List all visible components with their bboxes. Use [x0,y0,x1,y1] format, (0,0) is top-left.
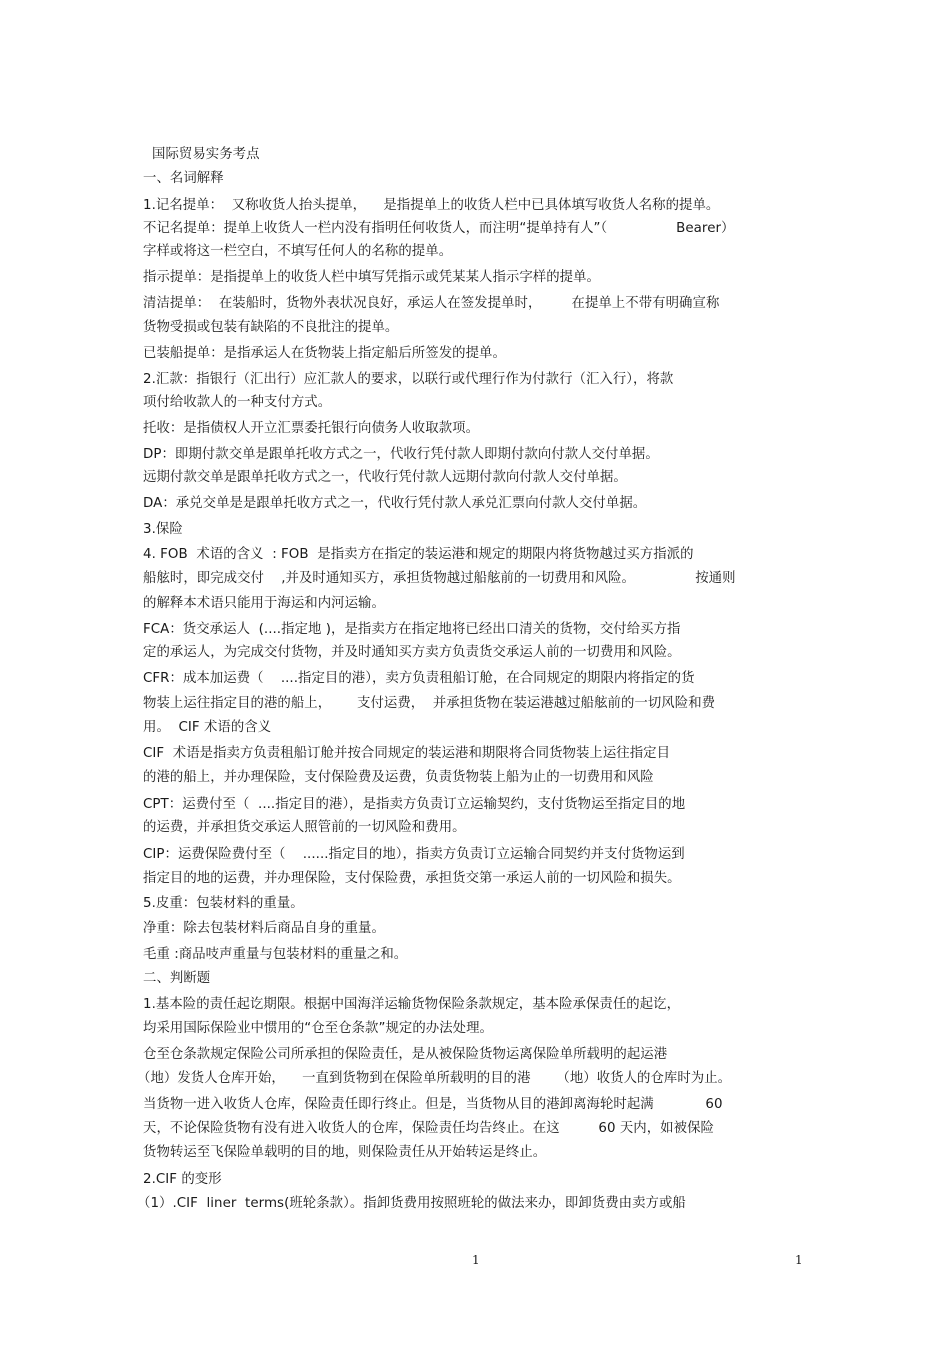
page-number: 1 [472,1253,480,1267]
text-line: 均采用国际保险业中惯用的“仓至仓条款”规定的办法处理。 [143,1021,493,1036]
text-line: 指定目的地的运费，并办理保险，支付保险费，承担货交第一承运人前的一切风险和损失。 [143,871,681,886]
text-line: 毛重 :商品吱声重量与包装材料的重量之和。 [143,947,408,962]
text-line: 净重：除去包装材料后商品自身的重量。 [143,921,385,936]
text-line: 1.基本险的责任起讫期限。根据中国海洋运输货物保险条款规定，基本险承保责任的起讫， [143,997,681,1012]
text-line: 项付给收款人的一种支付方式。 [143,395,332,410]
page-number: 1 [795,1253,803,1267]
text-line: 当货物一进入收货人仓库，保险责任即行终止。但是，当货物从目的港卸离海轮时起满 60 [143,1097,723,1112]
document-title: 国际贸易实务考点 [152,147,260,162]
text-line: 用。 CIF 术语的含义 [143,720,272,735]
text-line: 的港的船上，并办理保险，支付保险费及运费，负责货物装上船为止的一切费用和风险 [143,770,654,785]
text-line: 4. FOB 术语的含义 : FOB 是指卖方在指定的装运港和规定的期限内将货物越过买方指派的 [143,547,694,562]
text-line: 不记名提单：提单上收货人一栏内没有指明任何收货人，而注明“提单持有人”（ Bearer） [143,221,735,236]
text-line: （1）.CIF liner terms(班轮条款）。指卸货费用按照班轮的做法来办，即卸货费由卖方或船 [137,1196,686,1211]
text-line: CIP：运费保险费付至（ ......指定目的地），指卖方负责订立运输合同契约并支付货物运到 [143,847,685,862]
text-line: CFR：成本加运费（ ....指定目的港），卖方负责租船订舱，在合同规定的期限内将指定的货 [143,671,695,686]
text-line: 物装上运往指定目的港的船上， 支付运费， 并承担货物在装运港越过船舷前的一切风险和费 [143,696,716,711]
text-line: FCA：货交承运人 (....指定地 )，是指卖方在指定地将已经出口清关的货物，交付给买方指 [143,622,681,637]
text-line: 托收：是指债权人开立汇票委托银行向债务人收取款项。 [143,421,480,436]
text-line: 天，不论保险货物有没有进入收货人的仓库，保险责任均告终止。在这 60 天内，如被保险 [143,1121,714,1136]
text-line: 字样或将这一栏空白，不填写任何人的名称的提单。 [143,244,453,259]
text-line: 货物受损或包装有缺陷的不良批注的提单。 [143,320,399,335]
text-line: （地）发货人仓库开始， 一直到货物到在保险单所载明的目的港 （地）收货人的仓库时为止。 [137,1071,732,1086]
text-line: 已装船提单：是指承运人在货物装上指定船后所签发的提单。 [143,346,506,361]
text-line: 5.皮重：包装材料的重量。 [143,896,304,911]
text-line: 的运费，并承担货交承运人照管前的一切风险和费用。 [143,820,466,835]
section-heading: 二、判断题 [143,971,211,986]
text-line: 定的承运人，为完成交付货物，并及时通知买方卖方负责货交承运人前的一切费用和风险。 [143,645,681,660]
text-line: 指示提单：是指提单上的收货人栏中填写凭指示或凭某某人指示字样的提单。 [143,270,600,285]
text-line: 仓至仓条款规定保险公司所承担的保险责任，是从被保险货物运离保险单所载明的起运港 [143,1047,668,1062]
text-line: CPT：运费付至（ ....指定目的港），是指卖方负责订立运输契约，支付货物运至指定目的地 [143,797,686,812]
text-line: 2.CIF 的变形 [143,1172,222,1187]
text-line: 1.记名提单： 又称收货人抬头提单， 是指提单上的收货人栏中已具体填写收货人名称的提单。 [143,198,720,213]
text-line: 清洁提单： 在装船时，货物外表状况良好，承运人在签发提单时， 在提单上不带有明确宣称 [143,296,720,311]
section-heading: 一、名词解释 [143,171,224,186]
text-line: 2.汇款：指银行（汇出行）应汇款人的要求，以联行或代理行作为付款行（汇入行），将款 [143,372,674,387]
text-line: 远期付款交单是跟单托收方式之一，代收行凭付款人远期付款向付款人交付单据。 [143,470,627,485]
text-line: CIF 术语是指卖方负责租船订舱并按合同规定的装运港和期限将合同货物装上运往指定目 [143,746,671,761]
text-line: DP：即期付款交单是跟单托收方式之一，代收行凭付款人即期付款向付款人交付单据。 [143,447,659,462]
text-line: 3.保险 [143,522,183,537]
text-line: 船舷时，即完成交付 ,并及时通知买方，承担货物越过船舷前的一切费用和风险。 按通则 [143,571,736,586]
text-line: 货物转运至飞保险单载明的目的地，则保险责任从开始转运是终止。 [143,1145,547,1160]
text-line: 的解释本术语只能用于海运和内河运输。 [143,596,385,611]
text-line: DA：承兑交单是是跟单托收方式之一，代收行凭付款人承兑汇票向付款人交付单据。 [143,496,647,511]
